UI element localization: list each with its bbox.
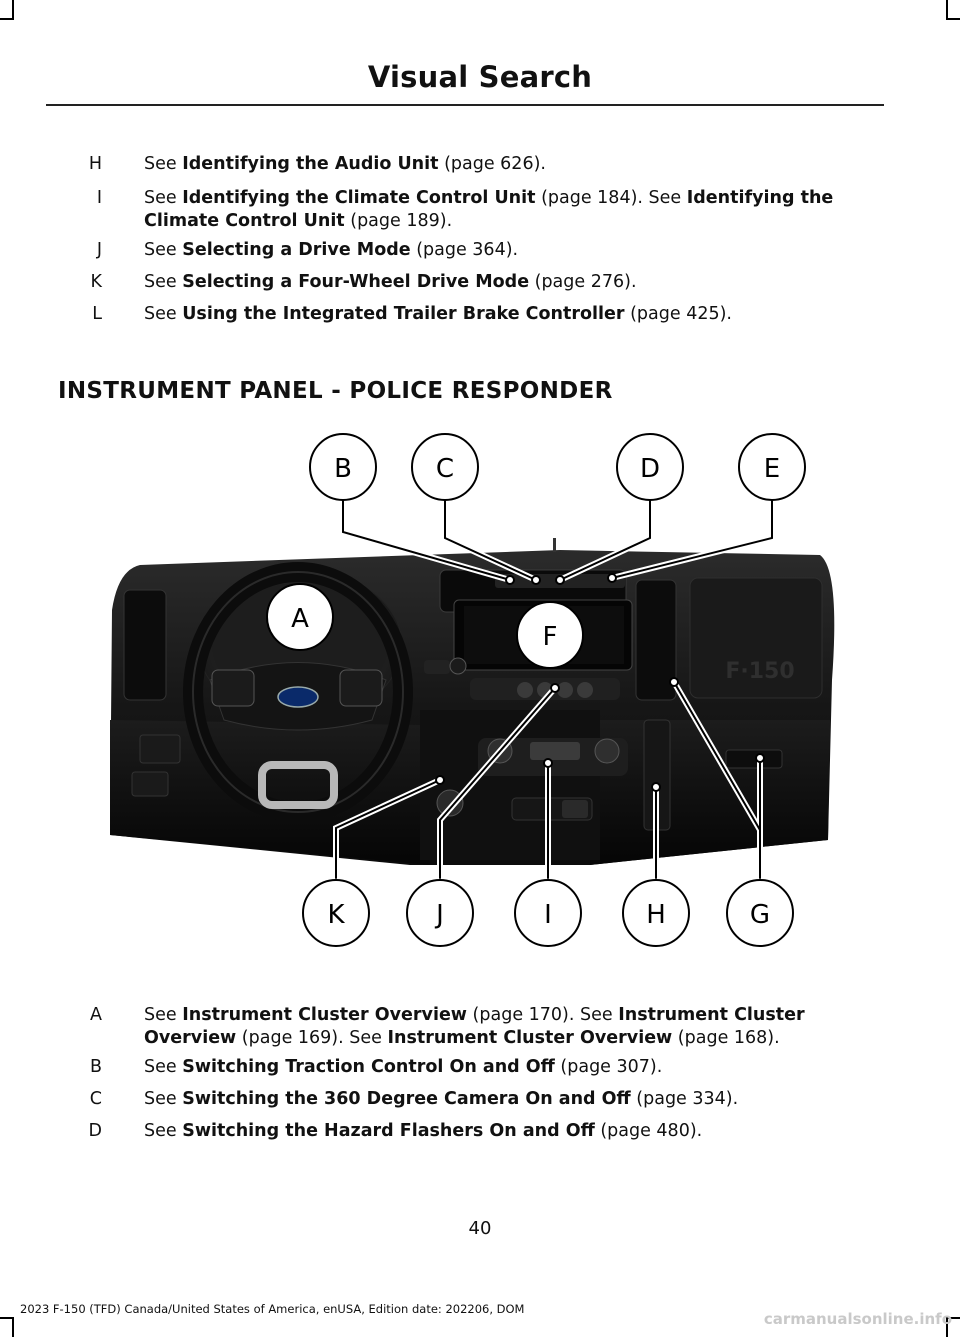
dash-emblem: F·150 [725,659,795,684]
entry-text-run: (page 626). [438,154,546,174]
callout-f [517,602,583,668]
crop-mark [12,0,14,20]
svg-text:K: K [327,900,345,930]
callout-k [303,880,369,946]
svg-text:H: H [646,900,666,930]
entry-key: A [90,1005,102,1025]
callout-b [310,434,376,500]
entry-key: L [92,304,102,324]
topic-link-text: Identifying the Climate Control Unit [144,188,834,231]
instrument-panel-svg [0,420,960,980]
callout-i [515,880,581,946]
entry-text-run: (page 307). [554,1057,663,1077]
callout-c [412,434,478,500]
crop-mark [946,0,948,20]
callout-e [739,434,805,500]
crop-mark [0,1317,14,1319]
entry-text-run: See [144,188,183,208]
entry-text-run: (page 334). [630,1089,739,1109]
entry-text [144,239,884,262]
svg-text:D: D [639,454,661,484]
section-title: INSTRUMENT PANEL - POLICE RESPONDER [58,378,613,404]
entry-text-run: See [144,1005,183,1025]
svg-text:A: A [291,604,309,634]
entry-text-run: (page 169). See [236,1028,388,1048]
entry-key: C [89,1089,102,1109]
entry-text-run: See [144,272,183,292]
svg-text:F: F [542,622,558,652]
callout-h [623,880,689,946]
entry-key: H [88,154,102,174]
topic-link-text: Instrument Cluster Overview [182,1005,467,1025]
entry-key: D [88,1121,102,1141]
footer-edition-info: 2023 F-150 (TFD) Canada/United States of America, enUSA, Edition date: 202206, DOM [20,1302,525,1316]
topic-link-text: Selecting a Four-Wheel Drive Mode [182,272,530,292]
entry-text-run: (page 184). See [535,188,687,208]
entry-key: J [96,240,102,260]
header-divider [46,104,884,106]
entry-text [144,1120,884,1143]
svg-text:I: I [544,900,552,930]
entry-text-run: See [144,304,183,324]
topic-link-text: Switching Traction Control On and Off [182,1057,555,1077]
entry-text [144,1004,884,1050]
entry-key: K [90,272,102,292]
entry-text-run: (page 170). See [466,1005,619,1025]
page-title: Visual Search [367,60,593,94]
entry-text [144,1056,884,1079]
entry-text-run: (page 189). [344,211,453,231]
instrument-panel-illustration [0,420,960,980]
entry-text-run: (page 425). [624,304,732,324]
entry-text-run: See [144,1121,183,1141]
svg-text:G: G [749,900,771,930]
page-number: 40 [468,1218,492,1239]
topic-link-text: Instrument Cluster Overview [144,1005,805,1048]
crop-mark [946,18,960,20]
entry-text-run: (page 276). [529,272,637,292]
svg-text:E: E [763,454,781,484]
callout-g [727,880,793,946]
entry-text-run: See [144,1057,183,1077]
entry-text [144,303,884,326]
callout-j [407,880,473,946]
entry-text-run: (page 168). [672,1028,780,1048]
entry-text [144,187,884,233]
crop-mark [12,1317,14,1337]
topic-link-text: Instrument Cluster Overview [387,1028,673,1048]
entry-text-run: (page 480). [594,1121,703,1141]
svg-text:B: B [334,454,352,484]
dashboard-body [110,538,834,865]
topic-link-text: Selecting a Drive Mode [182,240,411,260]
entry-text-run: See [144,240,183,260]
topic-link-text: Identifying the Climate Control Unit [182,188,536,208]
watermark: carmanualsonline.info [763,1310,952,1328]
topic-link-text: Switching the 360 Degree Camera On and Off [182,1089,631,1109]
entry-text [144,1088,884,1111]
crop-mark [0,18,14,20]
entry-text [144,271,884,294]
callout-a [267,584,333,650]
callout-d [617,434,683,500]
topic-link-text: Using the Integrated Trailer Brake Controller [182,304,625,324]
svg-text:C: C [435,454,455,484]
topic-link-text: Identifying the Audio Unit [182,154,439,174]
entry-key: I [96,188,102,208]
entry-text [144,153,884,176]
entry-text-run: See [144,154,183,174]
topic-link-text: Switching the Hazard Flashers On and Off [182,1121,595,1141]
svg-text:J: J [436,900,444,930]
entry-key: B [89,1057,102,1077]
entry-text-run: (page 364). [410,240,519,260]
entry-text-run: See [144,1089,183,1109]
